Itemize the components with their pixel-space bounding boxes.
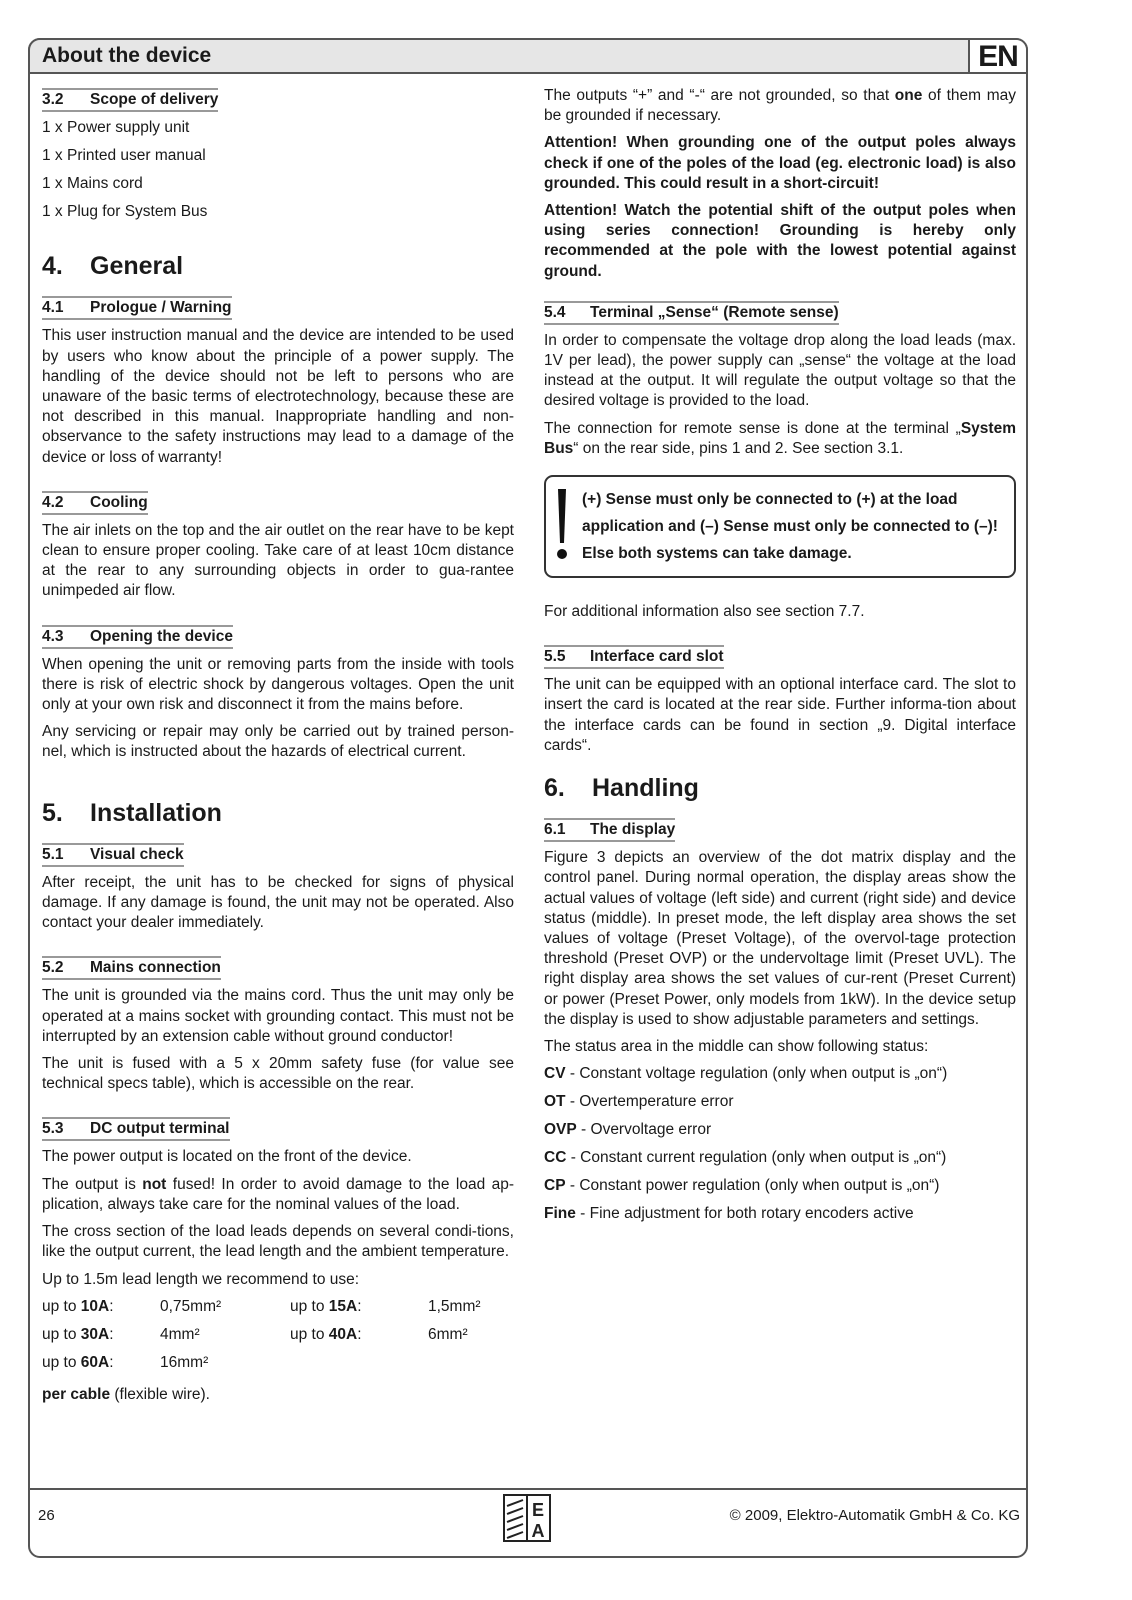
paragraph: per cable (flexible wire). <box>42 1385 210 1403</box>
exclamation-icon <box>556 489 568 559</box>
list-item: CV - Constant voltage regulation (only when output is „on“) <box>544 1065 948 1083</box>
paragraph: The outputs “+” and “-“ are not grounded, so that one of them may be grounded if necessary. <box>544 87 1016 125</box>
chapter-title: General <box>90 252 184 281</box>
list-item: 1 x Plug for System Bus <box>42 203 208 220</box>
paragraph: This user instruction manual and the device are intended to be used by users who know about the principle of a power supply. The handling of the device should not be left to persons who are unaware of the basic terms of electrotechnology, because these are not described in this manual. Inappropriate handling and non-observance to the safety instructions may lead to a damage of the device or loss of warranty! <box>42 327 514 466</box>
lead-cross-section-table <box>42 1297 481 1381</box>
chapter-title: Handling <box>592 774 699 803</box>
section-number: 4.3 <box>42 627 64 645</box>
list-item: CP - Constant power regulation (only when output is „on“) <box>544 1177 940 1195</box>
chapter-number: 4. <box>42 252 63 281</box>
paragraph: The output is not fused! In order to avoid damage to the load ap-plication, always take care for the nominal values of the load. <box>42 1175 515 1213</box>
paragraph: For additional information also see section 7.7. <box>544 603 865 621</box>
list-item: Fine - Fine adjustment for both rotary encoders active <box>544 1205 914 1223</box>
paragraph: The cross section of the load leads depends on several condi-tions, like the output current, the lead length and the ambient temperature. <box>42 1223 514 1261</box>
section-heading-5-1 <box>42 843 184 867</box>
chapter-heading-5 <box>42 798 514 827</box>
paragraph: The unit is grounded via the mains cord. Thus the unit may only be operated at a mains socket with grounding contact. This must not be interrupted by an extension cable without ground conductor! <box>42 987 514 1045</box>
paragraph: The unit is fused with a 5 x 20mm safety fuse (for value see technical specs table), which is accessible on the rear. <box>42 1055 514 1093</box>
paragraph: The status area in the middle can show following status: <box>544 1038 929 1056</box>
paragraph: Any servicing or repair may only be carried out by trained person-nel, which is instructed about the hazards of electrical current. <box>42 723 514 761</box>
section-title: Terminal „Sense“ (Remote sense) <box>590 303 839 321</box>
chapter-title: Installation <box>90 798 222 827</box>
table-row: up to 60A: 16mm² <box>42 1353 209 1371</box>
chapter-heading-4 <box>42 252 514 281</box>
paragraph: In order to compensate the voltage drop along the load leads (max. 1V per lead), the power supply can „sense“ the voltage at the load instead at the output. It will regulate the output voltage so that the desired voltage is provided to the load. <box>544 331 1016 410</box>
page-number: 26 <box>38 1507 55 1524</box>
section-number: 3.2 <box>42 91 64 108</box>
attention-note: Attention! Watch the potential shift of the output poles when using series connection! Grounding is hereby only recommended at the pole with the lowest potential against ground. <box>544 202 1016 280</box>
paragraph: The power output is located on the front of the device. <box>42 1148 412 1166</box>
status-list <box>544 1064 1016 1224</box>
paragraph: When opening the unit or removing parts from the inside with tools there is risk of electric shock by dangerous voltages. Open the unit only at your own risk and disconnect it from the mains before. <box>42 655 514 714</box>
section-heading-4-1 <box>42 296 232 320</box>
paragraph: The air inlets on the top and the air outlet on the rear have to be kept clean to ensure proper cooling. Take care of at least 10cm distance at the rear to any surrounding objects in order to gua-rantee unimpeded air flow. <box>42 521 514 600</box>
section-number: 6.1 <box>544 821 566 839</box>
list-item: 1 x Printed user manual <box>42 147 206 164</box>
section-title: Interface card slot <box>590 648 724 666</box>
language-badge: EN <box>968 40 1026 72</box>
delivery-list <box>42 118 514 222</box>
section-title: Cooling <box>90 493 148 511</box>
section-title: The display <box>590 821 676 839</box>
section-heading-5-2 <box>42 956 221 980</box>
section-heading-5-5 <box>544 645 724 669</box>
page-header <box>28 38 1028 74</box>
list-item: 1 x Power supply unit <box>42 119 190 136</box>
paragraph: The unit can be equipped with an optional interface card. The slot to insert the card is located at the rear side. Further informa-tion about the interface cards can be found in section „9. Digital interface cards“. <box>544 676 1016 754</box>
section-heading-6-1 <box>544 818 675 842</box>
left-column <box>42 86 514 1412</box>
table-row: up to 30A: 4mm² up to 40A: 6mm² <box>42 1325 468 1343</box>
section-number: 5.5 <box>544 648 566 666</box>
table-row: up to 10A: 0,75mm² up to 15A: 1,5mm² <box>42 1297 481 1315</box>
right-column <box>544 86 1016 1232</box>
section-title: Scope of delivery <box>90 91 219 108</box>
section-number: 5.1 <box>42 845 64 863</box>
paragraph: After receipt, the unit has to be checked for signs of physical damage. If any damage is found, the unit may not be operated. Also contact your dealer immediately. <box>42 873 514 932</box>
paragraph: Figure 3 depicts an overview of the dot matrix display and the control panel. During normal operation, the display areas show the actual values of voltage (left side) and current (right side) and device status (middle). In preset mode, the left display area shows the set values of voltage (Preset Voltage), of the overvol-tage protection threshold (Preset OVP) or the undervoltage limit (Preset UVL). The right display area shows the set values of cur-rent (Preset Current) or power (Preset Power, only models from 1kW). In the device setup the display is used to show adjustable parameters and settings. <box>544 849 1016 1028</box>
list-item: CC - Constant current regulation (only when output is „on“) <box>544 1149 947 1167</box>
list-item: OVP - Overvoltage error <box>544 1121 712 1139</box>
section-title: Opening the device <box>90 627 233 645</box>
section-number: 5.4 <box>544 303 566 321</box>
copyright: © 2009, Elektro-Automatik GmbH & Co. KG <box>729 1507 1020 1524</box>
list-item: OT - Overtemperature error <box>544 1093 734 1111</box>
section-heading-4-2 <box>42 491 148 515</box>
section-title: Mains connection <box>90 959 221 977</box>
chapter-heading-6 <box>544 774 1016 803</box>
header-title: About the device <box>42 44 212 67</box>
section-heading-4-3 <box>42 625 233 649</box>
section-title: Visual check <box>90 845 184 863</box>
section-number: 4.2 <box>42 493 64 511</box>
section-heading-5-3 <box>42 1117 230 1141</box>
paragraph: Up to 1.5m lead length we recommend to use: <box>42 1270 360 1288</box>
attention-note: Attention! When grounding one of the output poles always check if one of the poles of the load (eg. electronic load) is also grounded. This could result in a short-circuit! <box>544 134 1016 192</box>
section-title: Prologue / Warning <box>90 299 232 317</box>
section-heading-3-2 <box>42 88 218 112</box>
list-item: 1 x Mains cord <box>42 175 143 192</box>
section-heading-5-4 <box>544 301 839 325</box>
chapter-number: 6. <box>544 774 565 803</box>
paragraph: The connection for remote sense is done at the terminal „System Bus“ on the rear side, pins 1 and 2. See section 3.1. <box>544 419 1016 457</box>
warning-text: (+) Sense must only be connected to (+) at the load application and (–) Sense must only be connected to (–)! Else both systems can take damage. <box>582 491 998 563</box>
logo-letter-a: A <box>531 1521 545 1541</box>
section-title: DC output terminal <box>90 1120 230 1138</box>
section-number: 5.3 <box>42 1120 64 1138</box>
footer-divider <box>28 1488 1028 1490</box>
section-number: 5.2 <box>42 959 64 977</box>
section-number: 4.1 <box>42 299 64 317</box>
warning-box <box>544 475 1016 578</box>
ea-logo-icon <box>503 1494 551 1542</box>
logo-letter-e: E <box>531 1500 545 1520</box>
chapter-number: 5. <box>42 798 63 827</box>
